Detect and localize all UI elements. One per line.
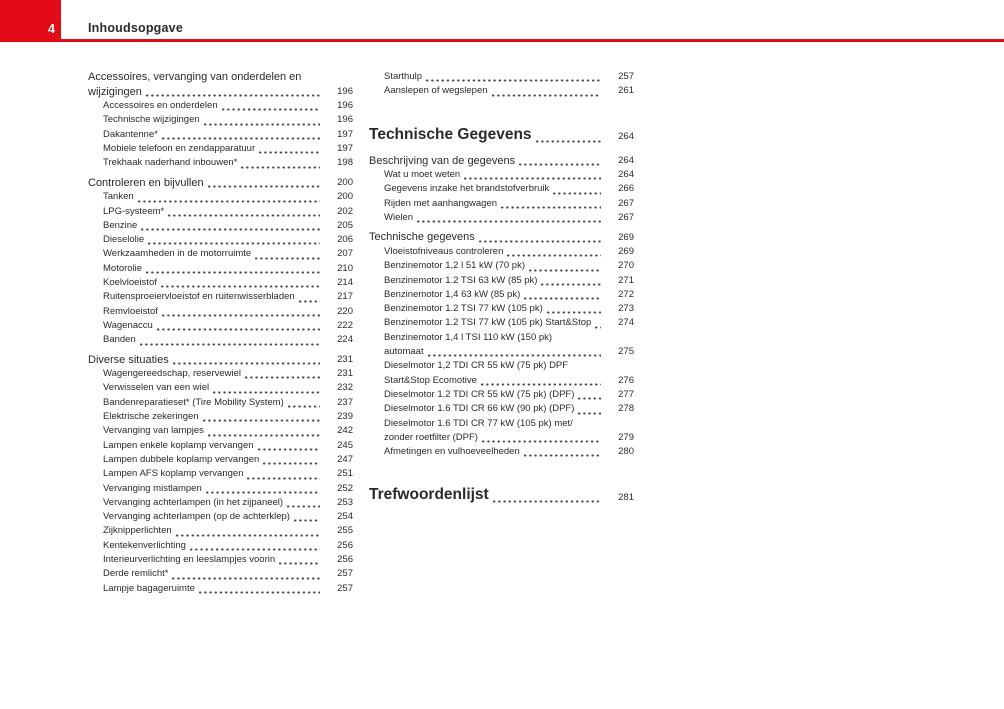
toc-leader-dots	[287, 505, 320, 508]
toc-entry-row	[384, 431, 634, 445]
toc-leader-dots	[519, 163, 601, 166]
toc-entry-row	[103, 553, 353, 567]
toc-leader-dots	[294, 519, 320, 522]
toc-page-number: 220	[337, 305, 353, 317]
toc-page-number: 217	[337, 291, 353, 303]
toc-page-number: 278	[618, 403, 634, 415]
toc-entry-row	[103, 396, 353, 410]
toc-leader-dots	[263, 462, 320, 465]
toc-entry-title: Afmetingen en vulhoeveelheden	[384, 446, 520, 458]
toc-entry	[369, 154, 634, 169]
toc-entry-row	[103, 156, 353, 170]
toc-entry	[88, 510, 353, 524]
toc-page-number: 261	[618, 85, 634, 97]
toc-entry	[88, 424, 353, 438]
toc-entry-title: Lampje bagageruimte	[103, 582, 195, 594]
toc-page-number: 274	[618, 317, 634, 329]
toc-leader-dots	[222, 108, 320, 111]
toc-entry-row	[103, 233, 353, 247]
toc-entry-title: Lampen AFS koplamp vervangen	[103, 468, 244, 480]
toc-page-number: 279	[618, 431, 634, 443]
toc-leader-dots	[148, 242, 320, 245]
toc-entry-title: Technische Gegevens	[369, 125, 532, 143]
toc-entry-title: Controleren en bijvullen	[88, 176, 204, 189]
toc-entry-title: Beschrijving van de gegevens	[369, 154, 516, 167]
toc-entry	[88, 190, 353, 204]
toc-page-number: 198	[337, 157, 353, 169]
toc-page-number: 254	[337, 511, 353, 523]
toc-entry-title: Lampen enkele koplamp vervangen	[103, 439, 254, 451]
toc-entry-row	[384, 402, 634, 416]
header-rule	[0, 39, 1004, 42]
toc-entry-title: Aanslepen of wegslepen	[384, 85, 488, 97]
toc-leader-dots	[482, 440, 601, 443]
toc-leader-dots	[258, 448, 320, 451]
toc-leader-dots	[524, 297, 601, 300]
toc-entry-row	[103, 439, 353, 453]
toc-entry-row	[103, 205, 353, 219]
toc-leader-dots	[299, 300, 320, 303]
toc-page-number: 232	[337, 382, 353, 394]
toc-entry-title: Dieselmotor 1.6 TDI CR 66 kW (90 pk) (DPF)	[384, 403, 575, 415]
toc-entry-row	[103, 482, 353, 496]
toc-entry-row	[384, 388, 634, 402]
toc-page-number: 275	[618, 346, 634, 358]
toc-page-number: 210	[337, 262, 353, 274]
toc-entry-title: Zijknipperlichten	[103, 525, 172, 537]
toc-entry-title: Vervanging achterlampen (op de achterklep)	[103, 511, 290, 523]
toc-entry	[369, 331, 634, 360]
toc-entry-row	[369, 154, 634, 169]
toc-entry-row	[384, 288, 634, 302]
toc-page-number: 245	[337, 439, 353, 451]
page-number-tab	[0, 0, 61, 39]
toc-leader-dots	[203, 419, 320, 422]
toc-page-number: 269	[618, 245, 634, 257]
toc-leader-dots	[426, 79, 601, 82]
toc-entry-title: Accessoires en onderdelen	[103, 100, 218, 112]
toc-entry-row	[103, 219, 353, 233]
page-title: Inhoudsopgave	[88, 21, 183, 35]
toc-leader-dots	[208, 185, 320, 188]
toc-page-number: 272	[618, 288, 634, 300]
toc-page-number: 252	[337, 482, 353, 494]
toc-entry-title: zonder roetfilter (DPF)	[384, 431, 478, 443]
toc-entry-title: Dieselolie	[103, 234, 145, 246]
toc-entry	[88, 439, 353, 453]
toc-entry-title: Technische gegevens	[369, 231, 475, 244]
toc-entry	[88, 247, 353, 261]
toc-page-number: 206	[337, 234, 353, 246]
toc-leader-dots	[208, 434, 320, 437]
toc-entry-title: Benzinemotor 1,2 l 51 kW (70 pk)	[384, 260, 525, 272]
toc-entry-title: Lampen dubbele koplamp vervangen	[103, 453, 260, 465]
toc-entry-row	[369, 230, 634, 245]
toc-leader-dots	[199, 591, 320, 594]
toc-entry	[369, 302, 634, 316]
toc-entry-row	[88, 176, 353, 191]
toc-entry-row	[384, 70, 634, 84]
toc-entry-title: Tanken	[103, 191, 134, 203]
toc-entry-row	[103, 305, 353, 319]
toc-entry-title: Ruitensproeiervloeistof en ruitenwisserbladen	[103, 291, 295, 303]
toc-entry-row	[103, 190, 353, 204]
toc-entry	[88, 539, 353, 553]
toc-entry-title: Verwisselen van een wiel	[103, 382, 210, 394]
toc-leader-dots	[157, 328, 320, 331]
toc-entry-row	[103, 128, 353, 142]
toc-column-2	[369, 70, 634, 596]
toc-entry-row	[384, 274, 634, 288]
toc-entry	[369, 316, 634, 330]
toc-entry-row	[103, 276, 353, 290]
toc-entry	[88, 205, 353, 219]
toc-entry-title: Vloeistofniveaus controleren	[384, 245, 504, 257]
toc-entry	[88, 467, 353, 481]
toc-entry-row	[103, 524, 353, 538]
toc-leader-dots	[161, 285, 320, 288]
toc-leader-dots	[279, 562, 320, 565]
toc-page-number: 197	[337, 143, 353, 155]
toc-leader-dots	[140, 343, 320, 346]
toc-entry	[369, 274, 634, 288]
toc-entry-title: Motorolie	[103, 262, 143, 274]
toc-entry-title: Wat u moet weten	[384, 169, 461, 181]
toc-page-number: 271	[618, 274, 634, 286]
toc-leader-dots	[541, 283, 601, 286]
toc-leader-dots	[213, 391, 320, 394]
toc-entry-title: Benzinemotor 1.2 TSI 77 kW (105 pk) Start&Stop	[384, 317, 592, 329]
toc-entry-row	[384, 245, 634, 259]
toc-entry	[88, 70, 353, 99]
toc-page-number: 207	[337, 248, 353, 260]
toc-page-number: 270	[618, 260, 634, 272]
toc-leader-dots	[507, 254, 601, 257]
toc-page-number: 224	[337, 334, 353, 346]
toc-leader-dots	[536, 140, 601, 143]
toc-entry-title: Diverse situaties	[88, 353, 169, 366]
toc-page-number: 202	[337, 205, 353, 217]
toc-leader-dots	[501, 206, 601, 209]
toc-leader-dots	[173, 362, 320, 365]
toc-entry-title: Gegevens inzake het brandstofverbruik	[384, 183, 550, 195]
toc-entry-title: Derde remlicht*	[103, 568, 169, 580]
toc-leader-dots	[172, 577, 320, 580]
toc-leader-dots	[464, 177, 601, 180]
toc-entry-row	[103, 367, 353, 381]
toc-leader-dots	[245, 376, 320, 379]
toc-entry-title: wijzigingen	[88, 85, 142, 98]
toc-entry-row	[384, 182, 634, 196]
toc-entry	[88, 482, 353, 496]
toc-entry	[88, 453, 353, 467]
toc-entry	[369, 211, 634, 225]
toc-entry	[369, 70, 634, 84]
toc-entry	[369, 402, 634, 416]
toc-entry-row	[103, 290, 353, 304]
toc-entry-title: Dieselmotor 1.2 TDI CR 55 kW (75 pk) (DPF)	[384, 388, 575, 400]
toc-entry-title: Trefwoordenlijst	[369, 486, 489, 504]
toc-leader-dots	[529, 269, 601, 272]
toc-leader-dots	[168, 214, 320, 217]
toc-entry	[369, 168, 634, 182]
toc-entry-title: Starthulp	[384, 71, 423, 82]
toc-entry	[88, 233, 353, 247]
toc-leader-dots	[146, 94, 320, 97]
toc-entry-row	[103, 424, 353, 438]
toc-entry	[369, 485, 634, 505]
toc-entry	[369, 417, 634, 446]
toc-entry-row	[103, 262, 353, 276]
toc-page-number: 277	[618, 388, 634, 400]
toc-entry	[369, 288, 634, 302]
toc-entry	[88, 353, 353, 368]
toc-leader-dots	[247, 477, 320, 480]
toc-entry	[88, 567, 353, 581]
toc-leader-dots	[578, 397, 601, 400]
toc-entry-title: Elektrische zekeringen	[103, 411, 199, 423]
toc-leader-dots	[288, 405, 320, 408]
toc-entry-title: Vervanging van lampjes	[103, 425, 204, 437]
toc-entry-row	[103, 319, 353, 333]
toc-entry-title: Benzinemotor 1,4 63 kW (85 pk)	[384, 288, 521, 300]
toc-leader-dots	[259, 151, 320, 154]
page-number: 4	[48, 22, 55, 36]
toc-entry	[88, 553, 353, 567]
toc-leader-dots	[417, 220, 601, 223]
toc-page-number: 247	[337, 453, 353, 465]
toc-page-number: 196	[337, 114, 353, 126]
toc-leader-dots	[206, 491, 320, 494]
toc-entry-title: Benzine	[103, 219, 138, 231]
toc-entry-title: Wagengereedschap, reservewiel	[103, 368, 242, 380]
toc-column-1	[88, 70, 353, 596]
toc-entry-title: Vervanging achterlampen (in het zijpaneel)	[103, 496, 284, 508]
toc-leader-dots	[162, 314, 320, 317]
toc-entry-title: Dakantenne*	[103, 128, 158, 140]
toc-entry	[88, 367, 353, 381]
toc-entry	[88, 290, 353, 304]
toc-leader-dots	[255, 257, 320, 260]
toc-page-number: 237	[337, 396, 353, 408]
toc-entry-title: Interieurverlichting en leeslampjes voorin	[103, 553, 276, 565]
toc-entry-title: Benzinemotor 1.2 TSI 63 kW (85 pk)	[384, 274, 538, 286]
toc-page-number: 257	[618, 71, 634, 82]
toc-page-number: 280	[618, 446, 634, 458]
toc-entry-row	[384, 84, 634, 98]
toc-leader-dots	[428, 354, 601, 357]
toc-entry-title: Technische wijzigingen	[103, 114, 200, 126]
toc-leader-dots	[553, 192, 601, 195]
toc-page-number: 200	[337, 176, 353, 188]
tab-gap-divider	[61, 0, 66, 39]
toc-page-number: 255	[337, 525, 353, 537]
toc-page-number: 242	[337, 425, 353, 437]
toc-page-number: 264	[618, 154, 634, 166]
toc-entry-row	[384, 374, 634, 388]
toc-entry-row	[369, 125, 634, 145]
toc-entry	[88, 496, 353, 510]
toc-entry-row	[384, 259, 634, 273]
toc-entry	[88, 319, 353, 333]
toc-leader-dots	[146, 271, 320, 274]
toc-entry	[88, 156, 353, 170]
toc-entry-row	[103, 496, 353, 510]
toc-page-number: 251	[337, 468, 353, 480]
toc-entry-row	[103, 99, 353, 113]
toc-entry	[88, 524, 353, 538]
toc-entry-row	[103, 333, 353, 347]
toc-page-number: 257	[337, 582, 353, 594]
toc-leader-dots	[595, 326, 601, 329]
toc-page-number: 267	[618, 197, 634, 209]
toc-entry-row	[384, 316, 634, 330]
toc-entry	[369, 245, 634, 259]
toc-entry	[88, 381, 353, 395]
toc-entry-row	[103, 510, 353, 524]
toc-page-number: 281	[618, 492, 634, 504]
toc-entry	[88, 219, 353, 233]
toc-entry	[88, 410, 353, 424]
toc-entry-text-line1: Dieselmotor 1.6 TDI CR 77 kW (105 pk) met/	[384, 417, 573, 429]
toc-leader-dots	[176, 534, 320, 537]
toc-entry-row	[103, 467, 353, 481]
toc-entry	[88, 582, 353, 596]
toc-leader-dots	[492, 94, 601, 97]
toc-entry	[88, 333, 353, 347]
toc-entry-row	[384, 211, 634, 225]
toc-entry-title: Wagenaccu	[103, 319, 153, 331]
toc-entry-text-line1: Benzinemotor 1,4 l TSI 110 kW (150 pk)	[384, 331, 553, 343]
toc-entry-row	[384, 168, 634, 182]
toc-entry-title: LPG-systeem*	[103, 205, 165, 217]
toc-page-number: 196	[337, 100, 353, 112]
toc-entry-title: Mobiele telefoon en zendapparatuur	[103, 143, 256, 155]
toc-entry	[369, 230, 634, 245]
table-of-contents	[88, 70, 634, 596]
toc-page-number: 196	[337, 85, 353, 97]
toc-entry-title: Vervanging mistlampen	[103, 482, 202, 494]
toc-entry-row	[103, 142, 353, 156]
toc-entry	[88, 113, 353, 127]
toc-leader-dots	[190, 548, 320, 551]
toc-entry	[369, 259, 634, 273]
toc-entry	[88, 262, 353, 276]
toc-page-number: 222	[337, 319, 353, 331]
toc-entry-row	[88, 353, 353, 368]
toc-leader-dots	[141, 228, 320, 231]
toc-entry	[88, 99, 353, 113]
toc-leader-dots	[547, 311, 601, 314]
toc-entry-title: Wielen	[384, 212, 414, 224]
toc-entry-row	[384, 445, 634, 459]
toc-leader-dots	[481, 383, 601, 386]
toc-entry-row	[103, 247, 353, 261]
toc-entry	[369, 84, 634, 98]
toc-page-number: 239	[337, 411, 353, 423]
toc-page-number: 200	[337, 191, 353, 203]
toc-entry-title: automaat	[384, 346, 424, 358]
toc-page-number: 257	[337, 568, 353, 580]
toc-entry-text-line1: Accessoires, vervanging van onderdelen en	[88, 71, 302, 83]
toc-entry-title: Rijden met aanhangwagen	[384, 197, 498, 209]
toc-entry-row	[103, 113, 353, 127]
toc-entry-row	[103, 567, 353, 581]
toc-entry-row	[103, 410, 353, 424]
toc-page-number: 197	[337, 128, 353, 140]
toc-leader-dots	[479, 240, 601, 243]
toc-entry-title: Benzinemotor 1.2 TSI 77 kW (105 pk)	[384, 303, 543, 315]
toc-entry-title: Werkzaamheden in de motorruimte	[103, 248, 252, 260]
toc-entry	[88, 305, 353, 319]
toc-entry-title: Banden	[103, 334, 136, 346]
toc-page-number: 264	[618, 131, 634, 143]
toc-leader-dots	[493, 500, 601, 503]
toc-entry-title: Remvloeistof	[103, 305, 158, 317]
toc-leader-dots	[578, 412, 601, 415]
toc-entry-title: Kentekenverlichting	[103, 539, 186, 551]
toc-entry	[88, 142, 353, 156]
toc-entry-title: Bandenreparatieset* (Tire Mobility System)	[103, 396, 284, 408]
toc-entry	[369, 445, 634, 459]
toc-entry-row	[103, 582, 353, 596]
toc-entry	[88, 128, 353, 142]
toc-entry-text-line1: Dieselmotor 1,2 TDI CR 55 kW (75 pk) DPF	[384, 360, 569, 372]
toc-entry	[369, 388, 634, 402]
toc-page-number: 231	[337, 353, 353, 365]
toc-page-number: 231	[337, 368, 353, 380]
toc-page-number: 253	[337, 496, 353, 508]
toc-leader-dots	[241, 166, 320, 169]
toc-entry-row	[384, 302, 634, 316]
toc-page-number: 276	[618, 374, 634, 386]
toc-leader-dots	[524, 454, 601, 457]
toc-page-number: 205	[337, 219, 353, 231]
toc-entry	[369, 182, 634, 196]
toc-entry-row	[103, 539, 353, 553]
toc-page-number: 266	[618, 183, 634, 195]
toc-entry	[369, 125, 634, 145]
toc-page-number: 269	[618, 231, 634, 243]
toc-entry-row	[88, 85, 353, 100]
toc-entry	[88, 276, 353, 290]
toc-page-number: 256	[337, 553, 353, 565]
toc-entry-title: Trekhaak naderhand inbouwen*	[103, 157, 238, 169]
toc-entry	[369, 359, 634, 388]
toc-entry-row	[384, 345, 634, 359]
toc-page-number: 214	[337, 277, 353, 289]
toc-leader-dots	[138, 200, 320, 203]
toc-entry-row	[103, 453, 353, 467]
toc-entry-title: Start&Stop Ecomotive	[384, 374, 477, 386]
toc-page-number: 273	[618, 303, 634, 315]
toc-entry-row	[384, 197, 634, 211]
toc-entry-title: Koelvloeistof	[103, 277, 157, 289]
toc-entry-row	[103, 381, 353, 395]
toc-entry	[88, 396, 353, 410]
toc-page-number: 267	[618, 212, 634, 224]
toc-leader-dots	[162, 137, 320, 140]
toc-entry-row	[369, 485, 634, 505]
toc-page-number: 264	[618, 169, 634, 181]
toc-leader-dots	[204, 123, 320, 126]
toc-entry	[369, 197, 634, 211]
toc-entry	[88, 176, 353, 191]
toc-page-number: 256	[337, 539, 353, 551]
